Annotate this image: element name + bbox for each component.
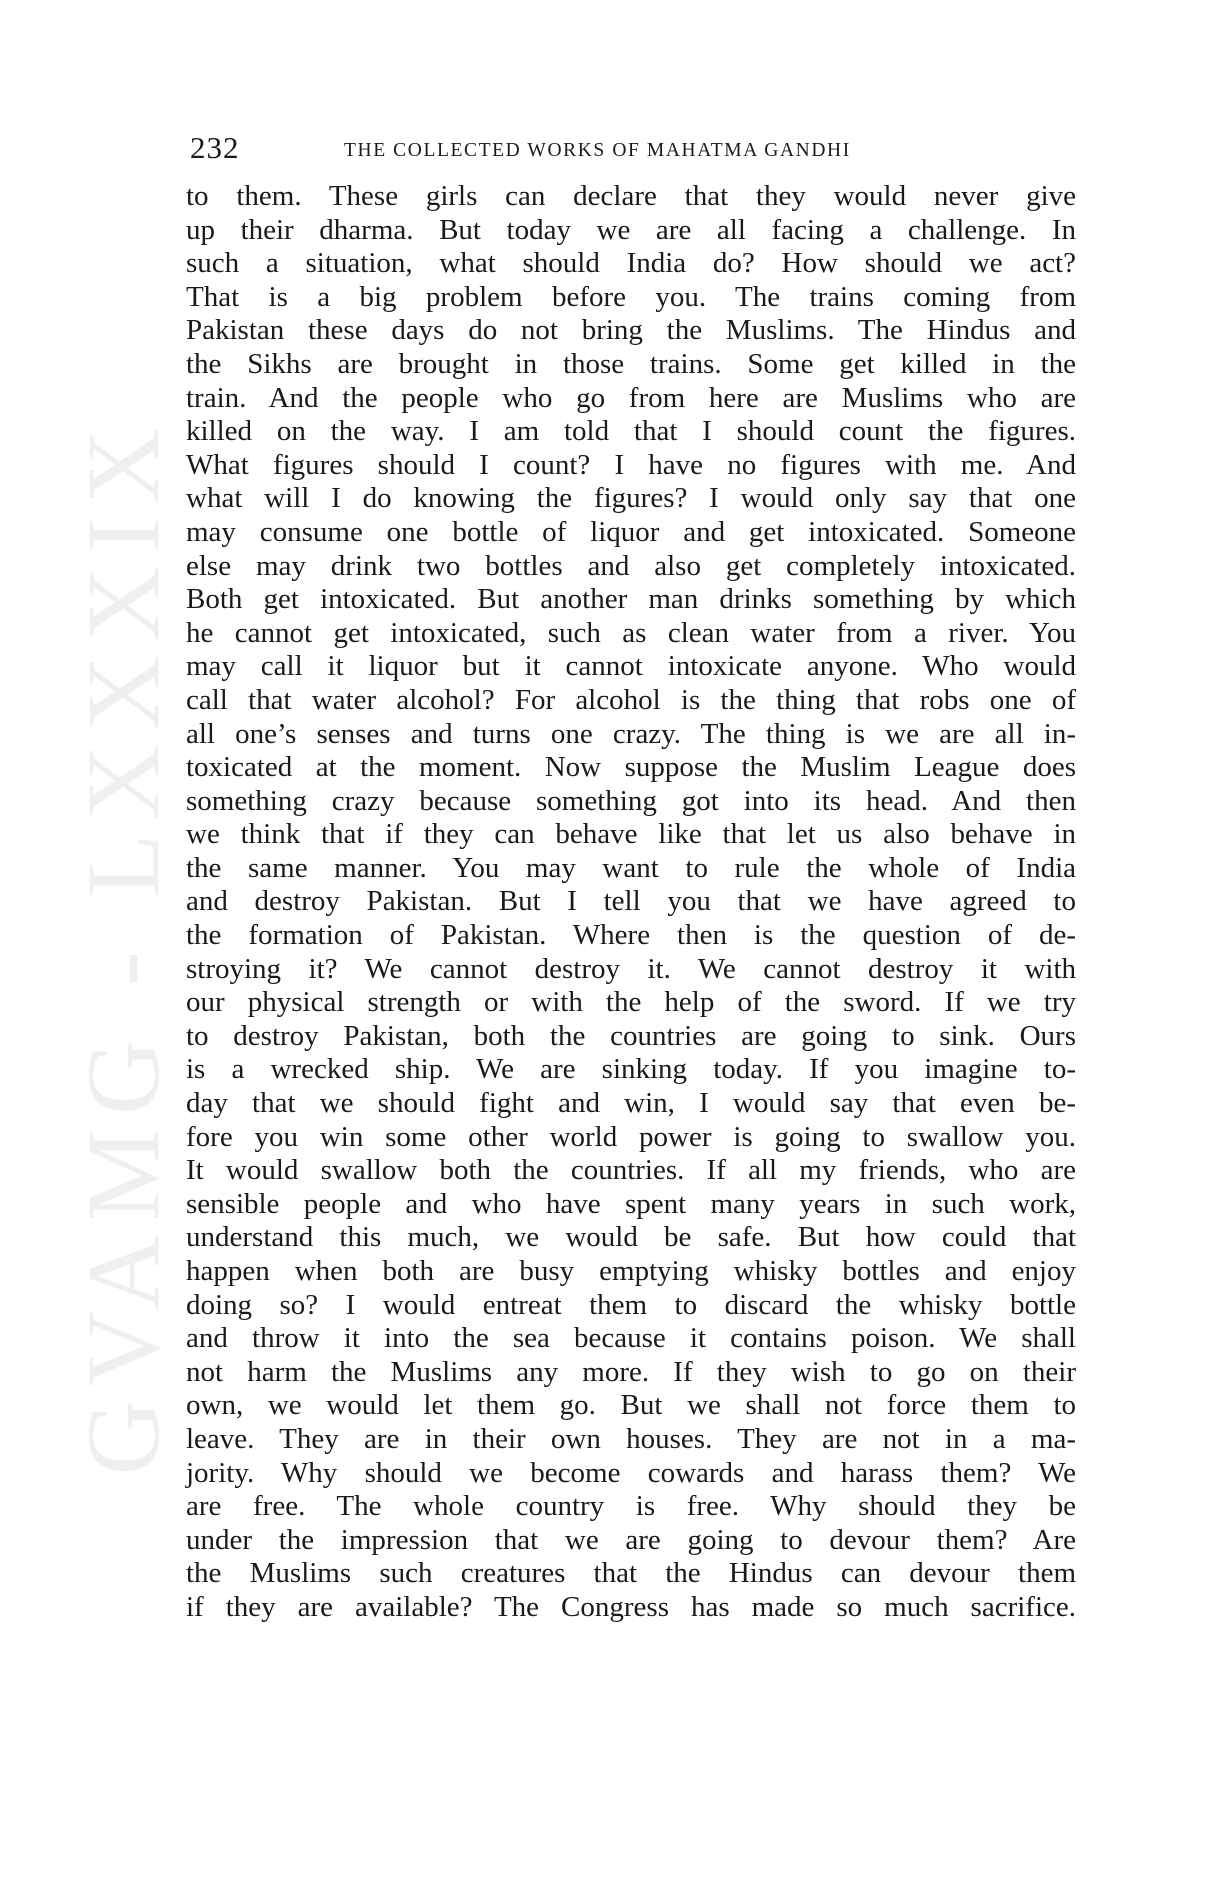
text-line: not harm the Muslims any more. If they wish to go on their: [186, 1355, 1076, 1388]
text-line: under the impression that we are going to devour them? Are: [186, 1523, 1076, 1556]
text-line: day that we should fight and win, I would say that even be-: [186, 1087, 1076, 1120]
text-line: the Muslims such creatures that the Hindus can devour them: [186, 1557, 1076, 1590]
text-line: all one’s senses and turns one crazy. The thing is we are all in-: [186, 717, 1076, 750]
text-line: to them. These girls can declare that they would never give: [186, 180, 1076, 212]
text-line: he cannot get intoxicated, such as clean water from a river. You: [186, 616, 1076, 649]
text-line: may consume one bottle of liquor and get intoxicated. Someone: [186, 515, 1076, 548]
text-line: Pakistan these days do not bring the Muslims. The Hindus and: [186, 314, 1076, 347]
text-line: What figures should I count? I have no figures with me. And: [186, 448, 1076, 481]
page-number: 232: [190, 130, 240, 165]
text-line: something crazy because something got into its head. And then: [186, 784, 1076, 817]
text-line: jority. Why should we become cowards and harass them? We: [186, 1456, 1076, 1489]
text-line: happen when both are busy emptying whisky bottles and enjoy: [186, 1255, 1076, 1287]
watermark-text: GVAMG - LXXXIX: [66, 414, 181, 1476]
text-line: Both get intoxicated. But another man drinks something by which: [186, 583, 1076, 616]
text-line: toxicated at the moment. Now suppose the Muslim League does: [186, 751, 1076, 784]
text-line: leave. They are in their own houses. They are not in a ma-: [186, 1422, 1076, 1455]
text-line: up their dharma. But today we are all facing a challenge. In: [186, 213, 1076, 246]
page-header: [190, 130, 1070, 170]
text-line: own, we would let them go. But we shall not force them to: [186, 1389, 1076, 1422]
text-line: stroying it? We cannot destroy it. We cannot destroy it with: [186, 952, 1076, 985]
text-line: the Sikhs are brought in those trains. Some get killed in the: [186, 347, 1076, 380]
text-line: understand this much, we would be safe. But how could that: [186, 1221, 1076, 1254]
text-line: is a wrecked ship. We are sinking today. If you imagine to-: [186, 1053, 1076, 1086]
text-line: the formation of Pakistan. Where then is the question of de-: [186, 919, 1076, 952]
text-line: doing so? I would entreat them to discard the whisky bottle: [186, 1288, 1076, 1321]
text-line: and destroy Pakistan. But I tell you that we have agreed to: [186, 885, 1076, 918]
text-line: and throw it into the sea because it contains poison. We shall: [186, 1322, 1076, 1355]
text-line: call that water alcohol? For alcohol is the thing that robs one of: [186, 683, 1076, 716]
text-line: fore you win some other world power is going to swallow you.: [186, 1120, 1076, 1153]
text-line: else may drink two bottles and also get completely intoxicated.: [186, 549, 1076, 582]
text-line: our physical strength or with the help of the sword. If we try: [186, 986, 1076, 1019]
body-text: [186, 180, 1076, 1625]
text-line: are free. The whole country is free. Why should they be: [186, 1490, 1076, 1523]
text-line: That is a big problem before you. The trains coming from: [186, 280, 1076, 313]
text-line: to destroy Pakistan, both the countries are going to sink. Ours: [186, 1019, 1076, 1052]
text-line: we think that if they can behave like that let us also behave in: [186, 818, 1076, 851]
text-line: It would swallow both the countries. If all my friends, who are: [186, 1154, 1076, 1187]
text-line: train. And the people who go from here are Muslims who are: [186, 381, 1076, 414]
text-line: the same manner. You may want to rule the whole of India: [186, 851, 1076, 884]
text-line: what will I do knowing the figures? I would only say that one: [186, 482, 1076, 515]
text-line: killed on the way. I am told that I should count the figures.: [186, 415, 1076, 448]
running-head: THE COLLECTED WORKS OF MAHATMA GANDHI: [344, 140, 851, 161]
text-line: if they are available? The Congress has made so much sacrifice.: [186, 1590, 1076, 1623]
text-line: such a situation, what should India do? How should we act?: [186, 247, 1076, 280]
text-line: may call it liquor but it cannot intoxicate anyone. Who would: [186, 650, 1076, 683]
text-line: sensible people and who have spent many years in such work,: [186, 1187, 1076, 1220]
